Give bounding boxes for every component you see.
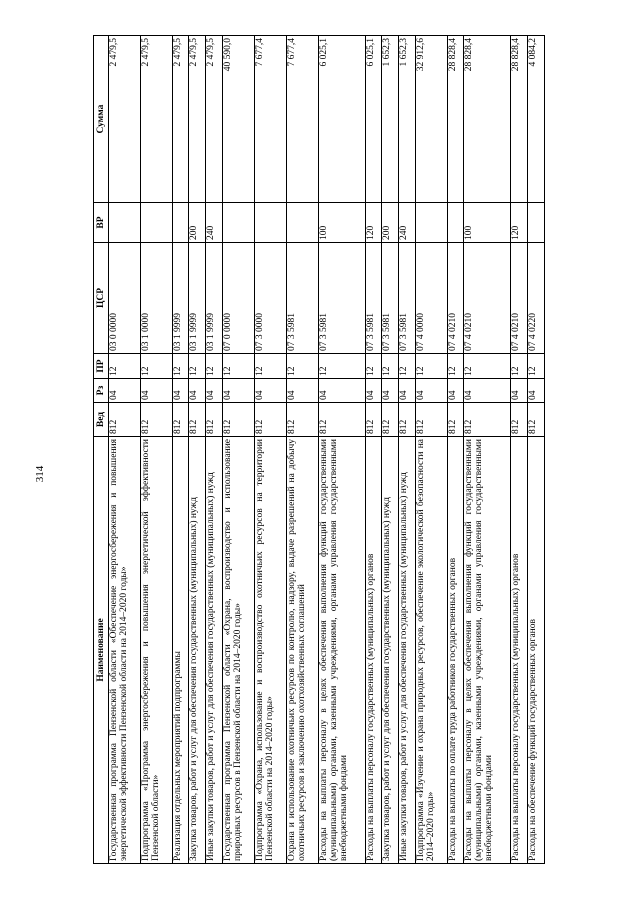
budget-table	[93, 35, 545, 864]
row-vr: 100	[464, 203, 511, 243]
row-rz: 04	[172, 379, 189, 403]
table-row	[189, 36, 206, 864]
row-vr	[140, 203, 172, 243]
row-sum: 2 479,5	[109, 36, 141, 203]
row-name: Охрана и использование охотничьих ресурсов по контролю, надзору, выдаче разрешений на добычу охотничьих ресурсов и заключению охотхозяйственных соглашений	[286, 437, 318, 864]
page-number: 314	[34, 465, 46, 483]
row-name: Закупка товаров, работ и услуг для обеспечения государственных (муниципальных) нужд	[189, 437, 206, 864]
row-pr: 12	[254, 354, 286, 379]
row-ved: 812	[318, 403, 365, 437]
table-row	[365, 36, 382, 864]
rotated-table-container	[93, 36, 545, 864]
row-rz: 04	[365, 379, 382, 403]
row-name: Государственная программа Пензенской области «Обеспечение энергосбережения и повышения энергетической эффективности Пензенской области на 2014–2020 годы»	[109, 437, 141, 864]
row-csr: 07 4 0210	[511, 243, 528, 354]
table-row	[415, 36, 447, 864]
row-ved: 812	[254, 403, 286, 437]
table-row	[382, 36, 399, 864]
table-row	[528, 36, 545, 864]
row-ved: 812	[447, 403, 464, 437]
row-rz: 04	[464, 379, 511, 403]
row-pr: 12	[109, 354, 141, 379]
row-vr: 200	[189, 203, 206, 243]
row-rz: 04	[415, 379, 447, 403]
row-vr	[415, 203, 447, 243]
table-header-row	[94, 36, 109, 864]
row-ved: 812	[286, 403, 318, 437]
row-rz: 04	[109, 379, 141, 403]
row-vr: 120	[365, 203, 382, 243]
row-sum: 4 084,2	[528, 36, 545, 203]
row-rz: 04	[318, 379, 365, 403]
row-rz: 04	[382, 379, 399, 403]
row-csr: 03 1 0000	[140, 243, 172, 354]
row-name: Подпрограмма «Изучение и охрана природных ресурсов, обеспечение экологической безопасности на 2014–2020 годы»	[415, 437, 447, 864]
row-rz: 04	[189, 379, 206, 403]
row-csr: 07 3 0000	[254, 243, 286, 354]
table-row	[464, 36, 511, 864]
row-pr: 12	[447, 354, 464, 379]
row-csr: 07 0 0000	[222, 243, 254, 354]
row-vr: 120	[511, 203, 528, 243]
row-ved: 812	[382, 403, 399, 437]
row-csr: 07 3 5981	[382, 243, 399, 354]
row-pr: 12	[528, 354, 545, 379]
row-ved: 812	[140, 403, 172, 437]
header-name: Наименование	[94, 437, 109, 864]
row-vr	[172, 203, 189, 243]
row-pr: 12	[365, 354, 382, 379]
row-csr: 07 3 5981	[318, 243, 365, 354]
row-vr	[222, 203, 254, 243]
row-vr	[447, 203, 464, 243]
row-pr: 12	[464, 354, 511, 379]
row-sum: 2 479,5	[172, 36, 189, 203]
table-row	[109, 36, 141, 864]
row-csr: 07 4 0210	[464, 243, 511, 354]
row-rz: 04	[222, 379, 254, 403]
header-sum: Сумма	[94, 36, 109, 203]
table-row	[286, 36, 318, 864]
row-rz: 04	[286, 379, 318, 403]
row-name: Закупка товаров, работ и услуг для обеспечения государственных (муниципальных) нужд	[382, 437, 399, 864]
row-name: Иные закупки товаров, работ и услуг для обеспечения государственных (муниципальных) нужд	[206, 437, 223, 864]
row-name: Расходы на выплаты персоналу государственных (муниципальных) органов	[365, 437, 382, 864]
row-ved: 812	[415, 403, 447, 437]
row-vr	[286, 203, 318, 243]
row-rz: 04	[528, 379, 545, 403]
row-ved: 812	[464, 403, 511, 437]
row-pr: 12	[286, 354, 318, 379]
row-name: Расходы на выплаты персоналу государственных (муниципальных) органов	[511, 437, 528, 864]
table-row	[318, 36, 365, 864]
row-csr: 07 3 5981	[286, 243, 318, 354]
header-csr: ЦСР	[94, 243, 109, 354]
row-ved: 812	[528, 403, 545, 437]
row-sum: 2 479,5	[206, 36, 223, 203]
row-ved: 812	[109, 403, 141, 437]
row-ved: 812	[511, 403, 528, 437]
row-sum: 28 828,4	[447, 36, 464, 203]
row-csr: 03 1 9999	[206, 243, 223, 354]
row-ved: 812	[206, 403, 223, 437]
row-sum: 6 025,1	[365, 36, 382, 203]
row-rz: 04	[206, 379, 223, 403]
table-row	[447, 36, 464, 864]
row-csr: 07 3 5981	[365, 243, 382, 354]
row-csr: 07 4 0210	[447, 243, 464, 354]
row-name: Расходы на обеспечение функций государственных органов	[528, 437, 545, 864]
row-pr: 12	[399, 354, 416, 379]
row-name: Реализация отдельных мероприятий подпрограммы	[172, 437, 189, 864]
row-sum: 2 479,5	[140, 36, 172, 203]
row-vr	[528, 203, 545, 243]
table-row	[172, 36, 189, 864]
row-rz: 04	[511, 379, 528, 403]
row-ved: 812	[365, 403, 382, 437]
row-ved: 812	[189, 403, 206, 437]
row-csr: 07 4 0000	[415, 243, 447, 354]
row-sum: 28 828,4	[464, 36, 511, 203]
row-pr: 12	[206, 354, 223, 379]
row-csr: 07 3 5981	[399, 243, 416, 354]
row-sum: 1 652,3	[382, 36, 399, 203]
row-rz: 04	[140, 379, 172, 403]
header-rz: Рз	[94, 379, 109, 403]
row-vr: 200	[382, 203, 399, 243]
header-ved: Вед	[94, 403, 109, 437]
row-ved: 812	[399, 403, 416, 437]
row-name: Подпрограмма «Охрана, использование и воспроизводство охотничьих ресурсов на территории Пензенской области на 2014–2020 годы»	[254, 437, 286, 864]
row-ved: 812	[222, 403, 254, 437]
row-rz: 04	[254, 379, 286, 403]
row-csr: 03 0 0000	[109, 243, 141, 354]
row-csr: 07 4 0220	[528, 243, 545, 354]
row-sum: 2 479,5	[189, 36, 206, 203]
row-pr: 12	[511, 354, 528, 379]
row-ved: 812	[172, 403, 189, 437]
header-vr: ВР	[94, 203, 109, 243]
row-pr: 12	[172, 354, 189, 379]
row-rz: 04	[447, 379, 464, 403]
row-pr: 12	[382, 354, 399, 379]
row-csr: 03 1 9999	[172, 243, 189, 354]
row-vr	[254, 203, 286, 243]
row-vr: 100	[318, 203, 365, 243]
table-row	[140, 36, 172, 864]
table-row	[511, 36, 528, 864]
row-name: Подпрограмма «Программа энергосбережения и повышения энергетической эффективности Пензенской области»	[140, 437, 172, 864]
row-sum: 6 025,1	[318, 36, 365, 203]
row-pr: 12	[222, 354, 254, 379]
row-name: Расходы на выплаты персоналу в целях обеспечения выполнения функций государственными (муниципальными) органами, казенными учреждениями, органами управления государственными внебюджетными фондами	[318, 437, 365, 864]
row-name: Иные закупки товаров, работ и услуг для обеспечения государственных (муниципальных) нужд	[399, 437, 416, 864]
row-sum: 7 677,4	[286, 36, 318, 203]
table-row	[206, 36, 223, 864]
row-pr: 12	[415, 354, 447, 379]
row-name: Государственная программа Пензенской области «Охрана, воспроизводство и использование природных ресурсов в Пензенской области на 2014–2020 годы»	[222, 437, 254, 864]
table-row	[254, 36, 286, 864]
row-rz: 04	[399, 379, 416, 403]
row-sum: 32 912,6	[415, 36, 447, 203]
row-sum: 28 828,4	[511, 36, 528, 203]
row-sum: 40 590,0	[222, 36, 254, 203]
row-pr: 12	[140, 354, 172, 379]
table-row	[222, 36, 254, 864]
table-row	[399, 36, 416, 864]
row-vr	[109, 203, 141, 243]
row-pr: 12	[318, 354, 365, 379]
header-pr: ПР	[94, 354, 109, 379]
row-name: Расходы на выплаты персоналу в целях обеспечения выполнения функций государственными (муниципальными) органами, казенными учреждениями, органами управления государственными внебюджетными фондами	[464, 437, 511, 864]
row-name: Расходы на выплаты по оплате труда работников государственных органов	[447, 437, 464, 864]
row-vr: 240	[206, 203, 223, 243]
row-csr: 03 1 9999	[189, 243, 206, 354]
row-vr: 240	[399, 203, 416, 243]
row-sum: 1 652,3	[399, 36, 416, 203]
row-pr: 12	[189, 354, 206, 379]
row-sum: 7 677,4	[254, 36, 286, 203]
